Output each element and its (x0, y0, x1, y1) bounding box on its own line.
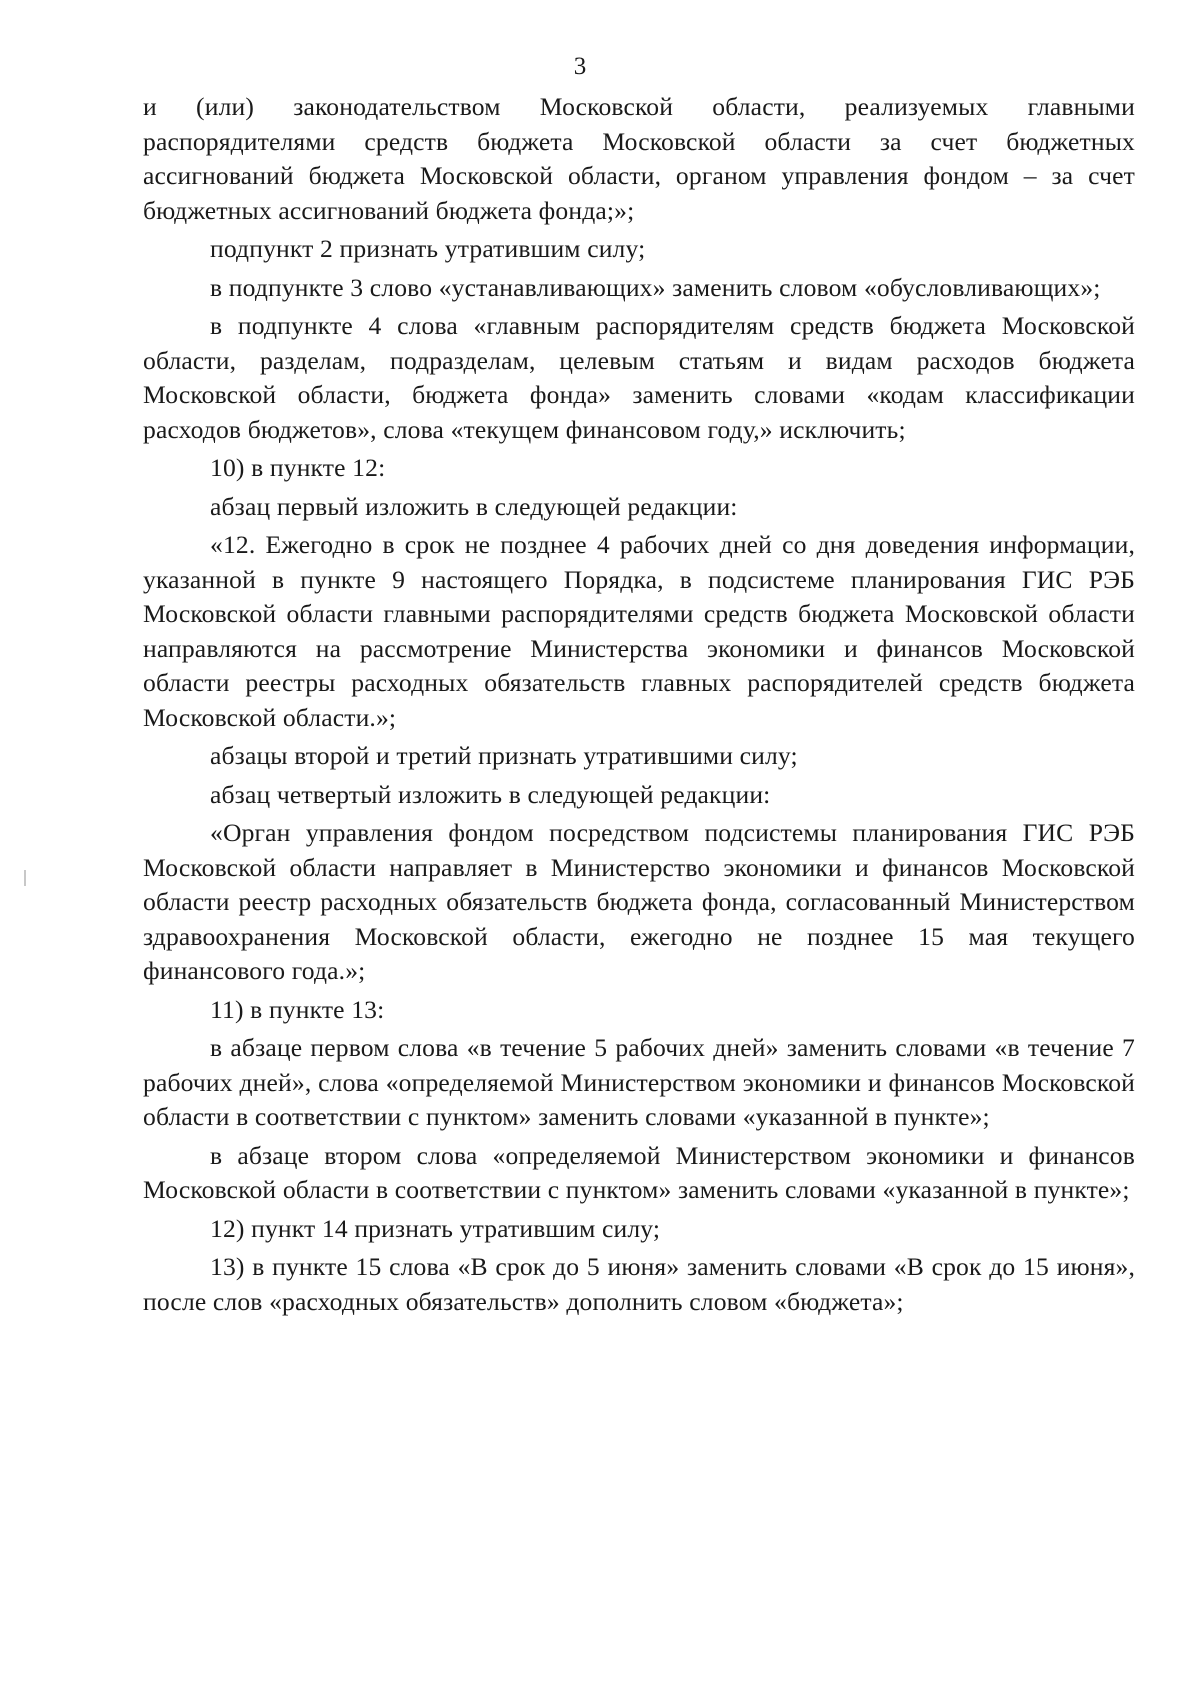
paragraph-item-10-first: абзац первый изложить в следующей редакции: (210, 491, 738, 521)
document-body (143, 90, 1135, 1319)
paragraph-continuation: и (или) законодательством Московской области, реализуемых главными распорядителями средств бюджета Московской области за счет бюджетных ассигнований бюджета Московской области, органом управления фондом – за счет бюджетных ассигнований бюджета фонда;»; (143, 92, 1135, 225)
paragraph-subitem-3: в подпункте 3 слово «устанавливающих» заменить словом «обусловливающих»; (210, 272, 1101, 302)
paragraph-item-10-fourth: абзац четвертый изложить в следующей редакции: (210, 779, 771, 809)
paragraph-item-11: 11) в пункте 13: (210, 994, 385, 1024)
paragraph-item-10: 10) в пункте 12: (210, 453, 386, 482)
paragraph-fund-registry: «Орган управления фондом посредством подсистемы планирования ГИС РЭБ Московской области направляет в Министерство экономики и финансов Московской области реестр расходных обязательств бюджета фонда, согласованный Министерством здравоохранения Московской области, ежегодно не позднее 15 мая текущего финансового года.»; (143, 818, 1135, 985)
paragraph-subitem-4: в подпункте 4 слова «главным распорядителям средств бюджета Московской области, разделам, подразделам, целевым статьям и видам расходов бюджета Московской области, бюджета фонда» заменить словами «кодам классификации расходов бюджетов», слова «текущем финансовом году,» исключить; (143, 311, 1135, 444)
scan-artifact-mark (24, 870, 26, 886)
paragraph-item-13: 13) в пункте 15 слова «В срок до 5 июня» заменить словами «В срок до 15 июня», после слов «расходных обязательств» дополнить словом «бюджета»; (143, 1252, 1135, 1316)
paragraph-item-12: 12) пункт 14 признать утратившим силу; (210, 1213, 661, 1243)
paragraph-item-12-text: «12. Ежегодно в срок не позднее 4 рабочих дней со дня доведения информации, указанной в пункте 9 настоящего Порядка, в подсистеме планирования ГИС РЭБ Московской области главными распорядителями средств бюджета Московской области направляются на рассмотрение Министерства экономики и финансов Московской области реестры расходных обязательств главных распорядителей средств бюджета Московской области.»; (143, 530, 1135, 732)
paragraph-item-11-first: в абзаце первом слова «в течение 5 рабочих дней» заменить словами «в течение 7 рабочих дней», слова «определяемой Министерством экономики и финансов Московской области в соответствии с пунктом» заменить словами «указанной в пункте»; (143, 1033, 1135, 1131)
paragraph-item-11-second: в абзаце втором слова «определяемой Министерством экономики и финансов Московской области в соответствии с пунктом» заменить словами «указанной в пункте»; (143, 1140, 1135, 1204)
paragraph-item-10-second-third: абзацы второй и третий признать утратившими силу; (210, 741, 798, 770)
page-number: 3 (573, 53, 587, 80)
paragraph-subitem-2: подпункт 2 признать утратившим силу; (210, 234, 646, 263)
